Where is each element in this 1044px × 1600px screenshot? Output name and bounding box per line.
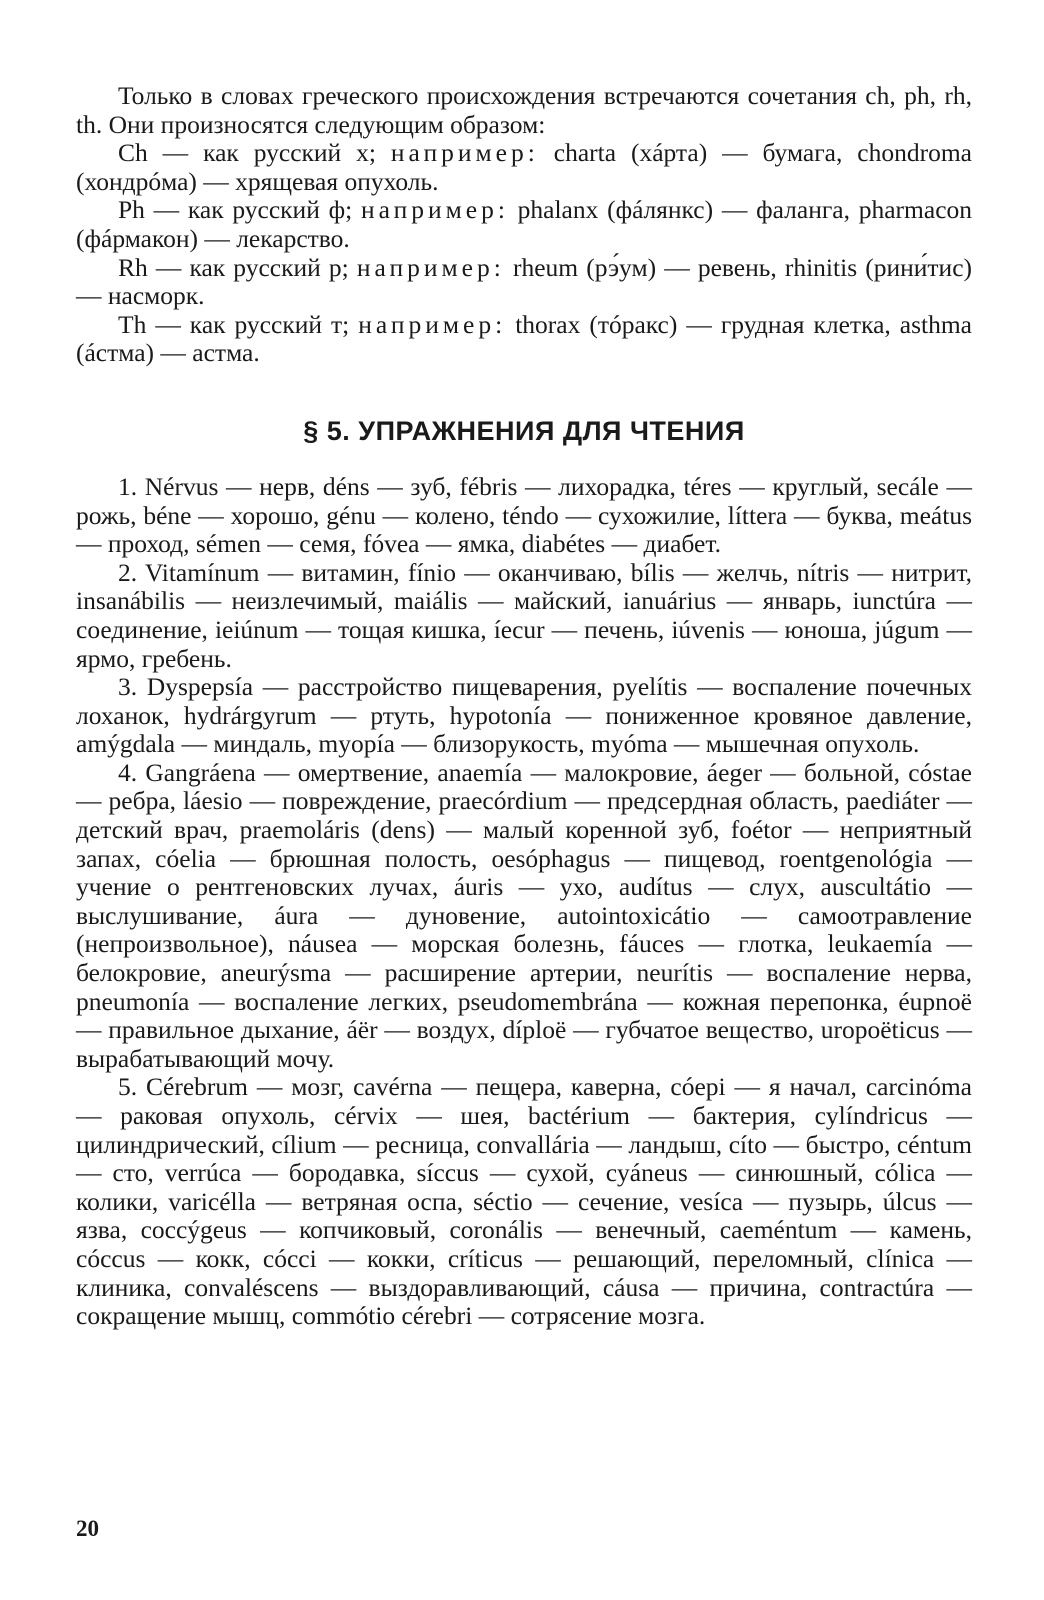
digraph-lead: Ch — как русский х; xyxy=(118,138,376,168)
digraph-lead: Ph — как русский ф; xyxy=(118,195,353,225)
example-word: например: xyxy=(358,309,507,339)
digraph-ch xyxy=(76,139,972,196)
section-title: § 5. УПРАЖНЕНИЯ ДЛЯ ЧТЕНИЯ xyxy=(303,415,745,446)
example-word: например: xyxy=(390,138,539,168)
digraph-lead: Rh — как русский р; xyxy=(118,252,349,282)
intro-block xyxy=(76,82,972,368)
exercise-3: 3. Dyspepsía — расстройство пищеварения, pyelítis — воспаление почечных лоханок, hydrárgyrum — ртуть, hypotonía — пониженное кровяное давление, amýgdala — миндаль, myopía — близорукость, myóma — мышечная опухоль. xyxy=(76,672,972,759)
example-word: например: xyxy=(360,195,509,225)
exercise-1: 1. Nérvus — нерв, déns — зуб, fébris — лихорадка, téres — круглый, secále — рожь, béne — хорошо, génu — колено, téndo — сухожилие, líttera — буква, meátus — проход, sémen — семя, fóvea — ямка, diabétes — диабет. xyxy=(76,471,972,559)
digraph-examples: rheum (рэ́ум) — ревень, rhinitis (рини́тис) — насморк. xyxy=(76,252,973,311)
digraph-lead: Th — как русский т; xyxy=(118,309,350,339)
intro-paragraph: Только в словах греческого происхождения встречаются сочетания ch, ph, rh, th. Они произносятся следующим образом: xyxy=(76,81,972,139)
digraph-examples: phalanx (фáлянкс) — фаланга, pharmacon (фáрмакон) — лекарство. xyxy=(76,195,973,253)
exercise-2: 2. Vitamínum — витамин, fínio — оканчиваю, bílis — желчь, nítris — нитрит, insanábilis — неизлечимый, maiális — майский, ianuárius — январь, iunctúra — соединение, ieiúnum — тощая кишка, íecur — печень, iúvenis — юноша, júgum — ярмо, гребень. xyxy=(76,557,972,673)
digraph-ph xyxy=(76,196,972,253)
digraph-rh xyxy=(76,254,972,311)
exercise-4: 4. Gangráena — омертвение, anaemía — малокровие, áeger — больной, cóstae — ребра, láesio — повреждение, praecórdium — предсердная область, paediáter — детский врач, praemoláris (dens) — малый коренной зуб, foétor — неприятный запах, cóelia — брюшная полость, oesóphagus — пищевод, roentgenológia — учение о рентгеновских лучах, áuris — ухо, audítus — слух, auscultátio — выслушивание, áura — дуновение, autointoxicátio — самоотравление (непроизвольное), náusea — морская болезнь, fáuces — глотка, leukaemía — белокровие, aneurýsma — расширение артерии, neurítis — воспаление нерва, pneumonía — воспаление легких, pseudomembrána — кожная перепонка, éupnoë — правильное дыхание, áër — воздух, díploë — губчатое вещество, uropoëticus — вырабатывающий мочу. xyxy=(76,757,972,1073)
exercise-5: 5. Cérebrum — мозг, cavérna — пещера, каверна, cóepi — я начал, carcinóma — раковая опухоль, cérvix — шея, bactérium — бактерия, cylíndricus — цилиндрический, cílium — ресница, convallária — ландыш, cíto — быстро, céntum — сто, verrúca — бородавка, síccus — сухой, cyáneus — синюшный, cólica — колики, varicélla — ветряная оспа, séctio — сечение, vesíca — пузырь, úlcus — язва, coccýgeus — копчиковый, coronális — венечный, caeméntum — камень, cóccus — кокк, cócci — кокки, críticus — решающий, переломный, clínica — клиника, convaléscens — выздоравливающий, cáusa — причина, contractúra — сокращение мышц, commótio cérebri — сотрясение мозга. xyxy=(76,1072,972,1331)
digraph-examples: thorax (тóракс) — грудная клетка, asthma (áстма) — астма. xyxy=(76,309,972,368)
page-number: 20 xyxy=(76,1516,99,1541)
digraph-th xyxy=(76,311,972,368)
digraph-examples: charta (хáрта) — бумага, chondroma (хондрóма) — хрящевая опухоль. xyxy=(76,138,973,196)
exercises-block xyxy=(76,473,972,1331)
example-word: например: xyxy=(356,252,505,282)
